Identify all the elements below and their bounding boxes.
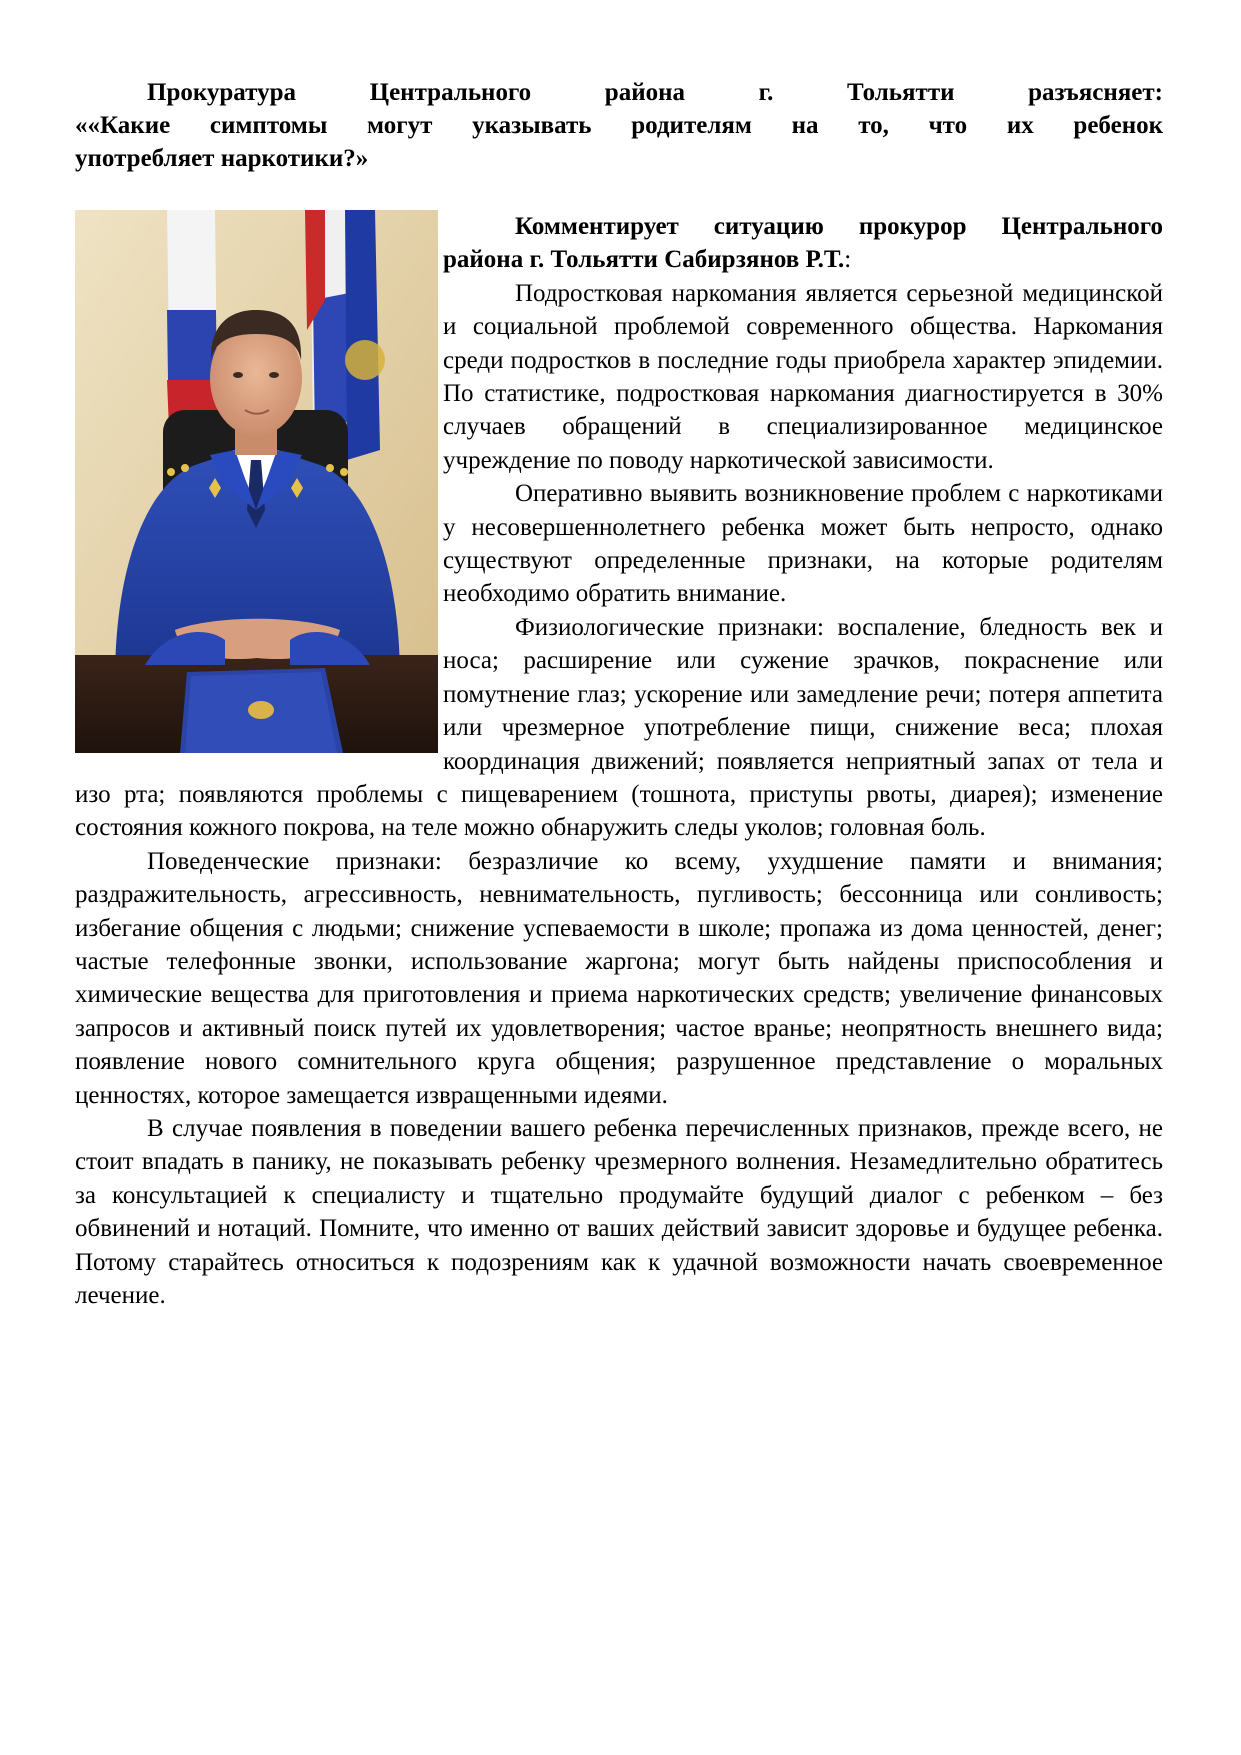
title-line-3: употребляет наркотики?»: [75, 145, 369, 172]
title-line-1: Прокуратура Центрального района г. Тольятти разъясняет:: [147, 79, 1163, 106]
document-title: [75, 76, 1163, 175]
paragraph-detection: Оперативно выявить возникновение проблем с наркотиками у несовершеннолетнего ребенка может быть непросто, однако существуют определенные признаки, на которые родителям необходимо обратить внимание.: [443, 480, 1163, 608]
paragraph-advice: В случае появления в поведении вашего ребенка перечисленных признаков, прежде всего, не стоит впадать в панику, не показывать ребенку чрезмерного волнения. Незамедлительно обратитесь за консультацией к специалисту и тщательно продумайте будущий диалог с ребенком – без обвинений и нотаций. Помните, что именно от ваших действий зависит здоровье и будущее ребенка. Потому старайтесь относиться к подозрениям как к удачной возможности начать своевременное лечение.: [75, 1114, 1163, 1309]
comment-heading-colon: :: [844, 246, 852, 274]
comment-heading-text: Комментирует ситуацию прокурор Центрального района г. Тольятти Сабирзянов Р.Т.: [443, 213, 1163, 274]
paragraph-intro: Подростковая наркомания является серьезной медицинской и социальной проблемой современного общества. Наркомания среди подростков в последние годы приобрела характер эпидемии. По статистике, подростковая наркомания диагностируется в 30% случаев обращений в специализированное медицинское учреждение по поводу наркотической зависимости.: [443, 279, 1163, 474]
paragraph-physiological-signs: Физиологические признаки: воспаление, бледность век и носа; расширение или сужение зрачков, покраснение или помутнение глаз; ускорение или замедление речи; потеря аппетита или чрезмерное употребление пищи, снижение веса; плохая координация движений; появляется неприятный запах от тела и изо рта; появляются проблемы с пищеварением (тошнота, приступы рвоты, диарея); изменение состояния кожного покрова, на теле можно обнаружить следы уколов; головная боль.: [75, 613, 1163, 842]
title-line-2: ««Какие симптомы могут указывать родителям на то, что их ребенок: [75, 112, 1163, 139]
photo-text-wrap-spacer: [75, 210, 443, 753]
article-body: [75, 210, 1163, 1312]
paragraph-behavioral-signs: Поведенческие признаки: безразличие ко всему, ухудшение памяти и внимания; раздражительность, агрессивность, невнимательность, пугливость; бессонница или сонливость; избегание общения с людьми; снижение успеваемости в школе; пропажа из дома ценностей, денег; частые телефонные звонки, использование жаргона; могут быть найдены приспособления и химические вещества для приготовления и приема наркотических средств; увеличение финансовых запросов и активный поиск путей их удовлетворения; частое вранье; неопрятность внешнего вида; появление нового сомнительного круга общения; разрушенное представление о моральных ценностях, которое замещается извращенными идеями.: [75, 847, 1163, 1109]
